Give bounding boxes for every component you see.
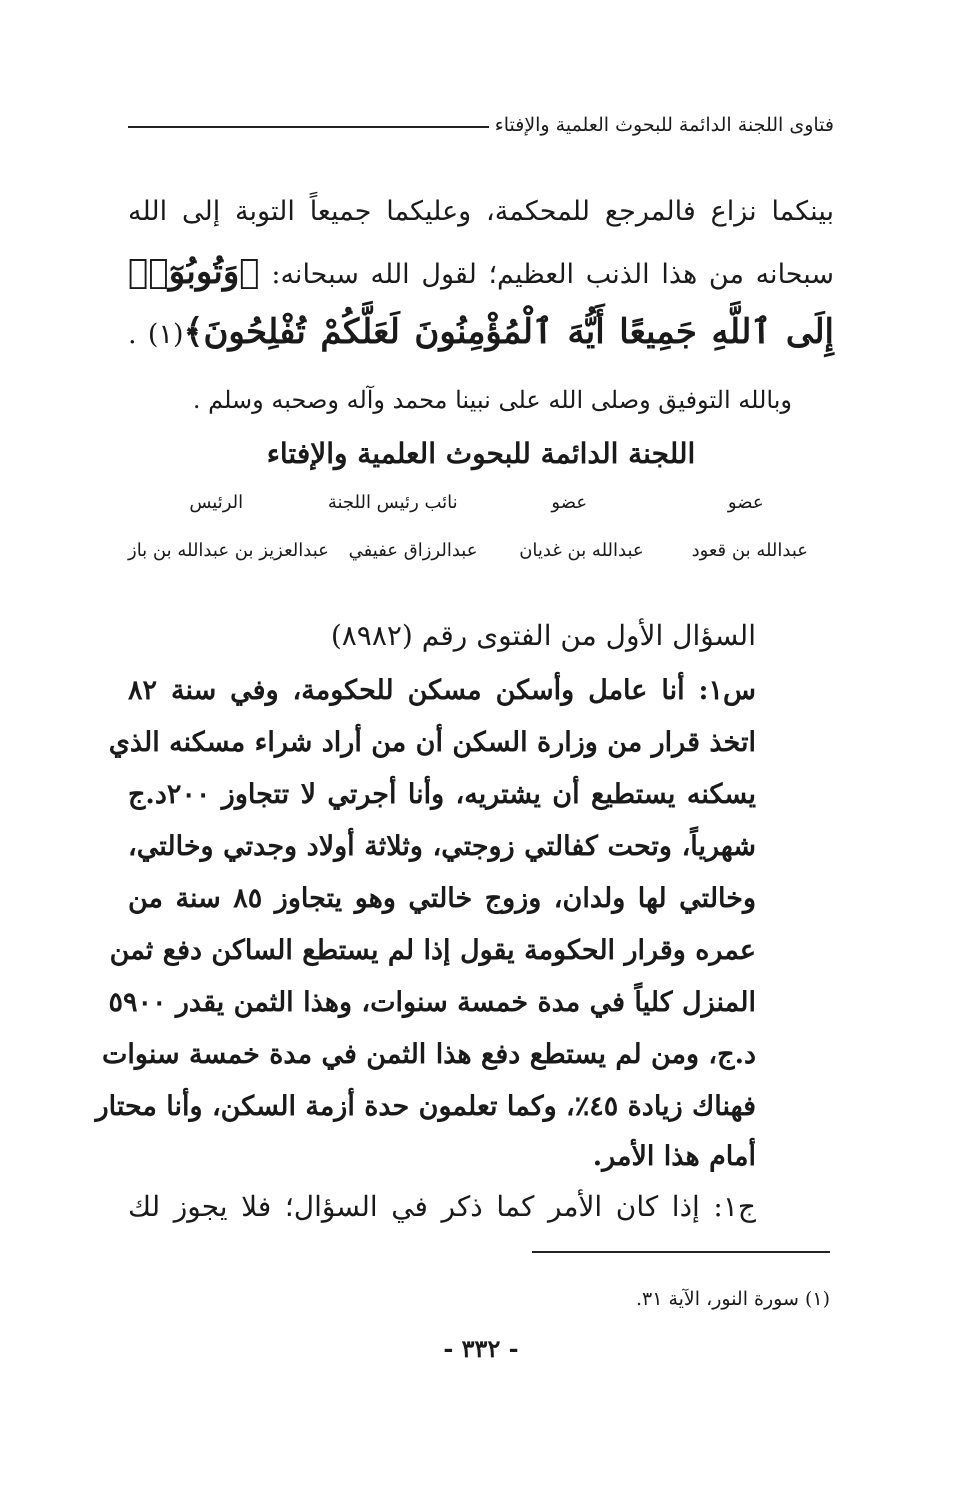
signature-names (128, 540, 834, 561)
committee-title: اللجنة الدائمة للبحوث العلمية والإفتاء (266, 437, 696, 470)
answer-line-1: ج١: إذا كان الأمر كما ذكر في السؤال؛ فلا يجوز لك (128, 1190, 756, 1223)
closing-prayer: وبالله التوفيق وصلى الله على نبينا محمد وآله وصحبه وسلم . (192, 386, 792, 414)
question-line-9: فهناك زيادة ٤٥٪، وكما تعلمون حدة أزمة السكن، وأنا محتار (95, 1091, 756, 1122)
running-header (128, 114, 834, 136)
header-rule (128, 126, 489, 128)
body-line-1: بينكما نزاع فالمرجع للمحكمة، وعليكما جميعاً التوبة إلى الله (128, 196, 834, 227)
footnote-rule (532, 1251, 830, 1253)
name-member-2: عبدالله بن غديان (519, 540, 644, 561)
question-line-6: عمره وقرار الحكومة يقول إذا لم يستطع الساكن دفع ثمن (109, 935, 756, 966)
role-head: الرئيس (189, 492, 244, 513)
footnote: (١) سورة النور، الآية ٣١. (635, 1288, 830, 1310)
name-head: عبدالعزيز بن عبدالله بن باز (128, 540, 329, 561)
question-line-10: أمام هذا الأمر. (592, 1141, 756, 1172)
fatwa-heading: السؤال الأول من الفتوى رقم (٨٩٨٢) (330, 619, 756, 652)
role-member-1: عضو (727, 492, 764, 513)
question-line-1: س١: أنا عامل وأسكن مسكن للحكومة، وفي سنة ٨٢ (128, 675, 756, 706)
question-line-5: وخالتي لها ولدان، وزوج خالتي وهو يتجاوز ٨٥ سنة من (128, 883, 756, 914)
question-line-3: يسكنه يستطيع أن يشتريه، وأنا أجرتي لا تتجاوز ٢٠٠د.ج (128, 779, 756, 810)
quran-verse: إِلَى ٱللَّهِ جَمِيعًا أَيُّهَ ٱلْمُؤْمِنُونَ لَعَلَّكُمْ تُفْلِحُونَ﴾ (183, 312, 835, 352)
role-deputy-head: نائب رئيس اللجنة (327, 492, 458, 513)
body-line-2 (128, 246, 834, 301)
running-title: فتاوى اللجنة الدائمة للبحوث العلمية والإفتاء (494, 114, 834, 136)
question-line-2: اتخذ قرار من وزارة السكن أن من أراد شراء مسكنه الذي (108, 727, 756, 758)
question-line-8: د.ج، ومن لم يستطع دفع هذا الثمن في مدة خمسة سنوات (101, 1039, 756, 1070)
name-member-1: عبدالله بن قعود (691, 540, 809, 561)
body-line-2-text: سبحانه من هذا الذنب العظيم؛ لقول الله سبحانه: (259, 259, 834, 290)
quran-verse-start: ﴿وَتُوبُوٓا۟ (128, 252, 260, 292)
question-line-4: شهرياً، وتحت كفالتي زوجتي، وثلاثة أولاد وجدتي وخالتي، (128, 831, 756, 862)
role-member-2: عضو (551, 492, 588, 513)
body-line-3 (128, 306, 834, 361)
signature-roles (128, 492, 834, 513)
page-number: - ٣٣٢ - (443, 1334, 519, 1363)
footnote-reference: (١) . (128, 319, 184, 350)
question-line-7: المنزل كلياً في مدة خمسة سنوات، وهذا الثمن يقدر ٥٩٠٠ (108, 987, 756, 1018)
name-deputy-head: عبدالرزاق عفيفي (348, 540, 478, 561)
